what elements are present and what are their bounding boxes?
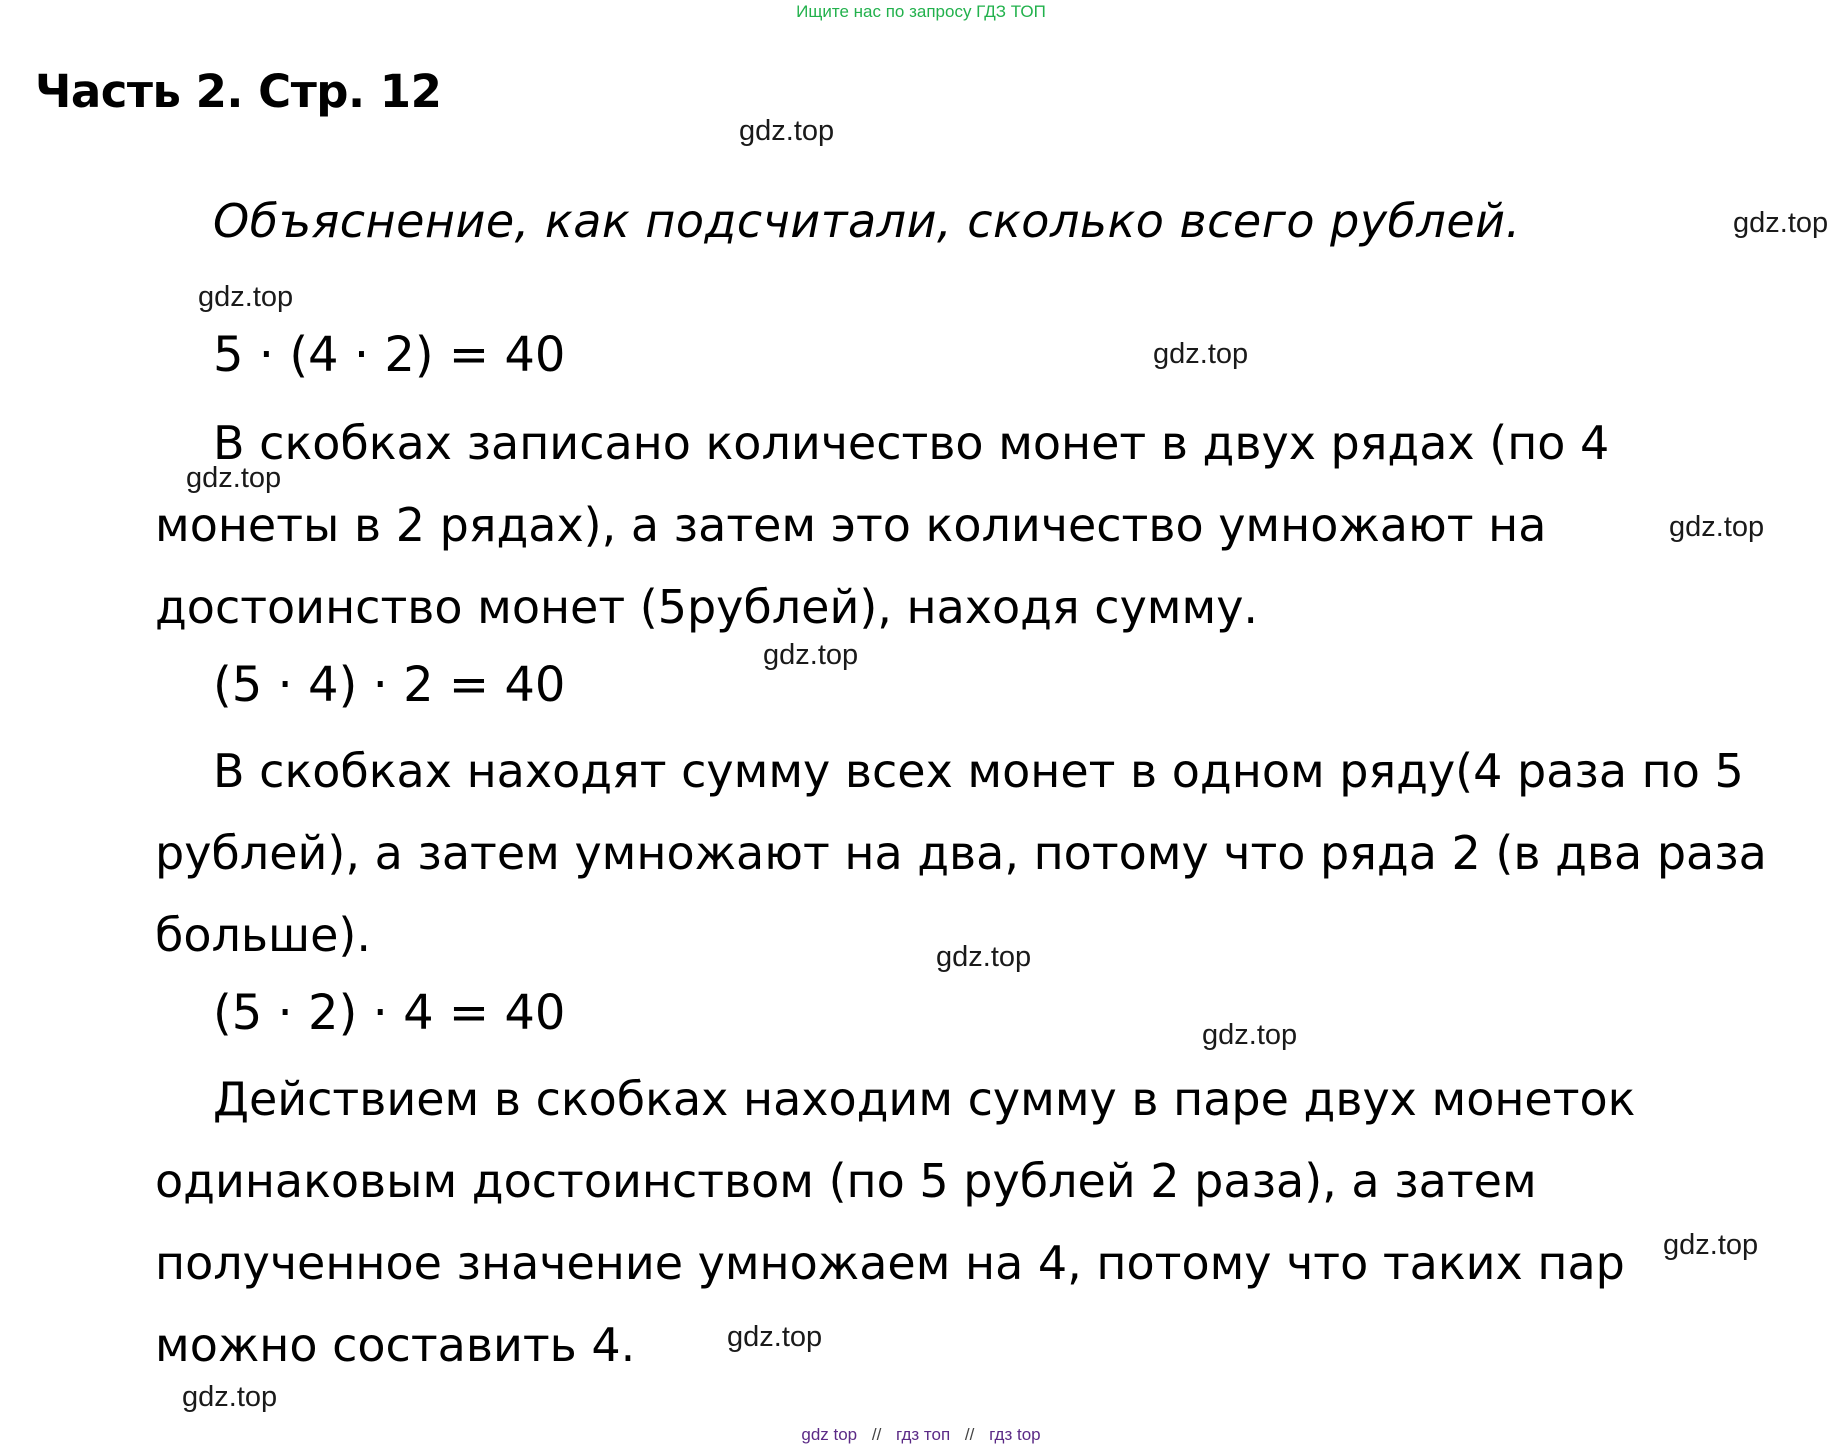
watermark: gdz.top: [1202, 1019, 1298, 1051]
formula-1: 5 · (4 · 2) = 40: [213, 327, 566, 383]
footer-link-gdz-top-mixed[interactable]: гдз top: [989, 1425, 1041, 1444]
watermark: gdz.top: [763, 639, 859, 671]
watermark: gdz.top: [727, 1321, 823, 1353]
watermark: gdz.top: [1153, 338, 1249, 370]
explanation-paragraph-3: Действием в скобках находим сумму в паре двух монеток одинаковым достоинством (по 5 рублей 2 раза), а затем полученное значение умножаем на 4, потому что таких пар можно составить 4.: [155, 1072, 1636, 1372]
footer-link-gdz-top[interactable]: gdz top: [801, 1425, 858, 1444]
footer-link-gdz-top-ru[interactable]: гдз топ: [896, 1425, 951, 1444]
watermark: gdz.top: [1733, 207, 1829, 239]
top-banner: Ищите нас по запросу ГДЗ ТОП: [796, 2, 1046, 21]
explanation-paragraph-2: В скобках находят сумму всех монет в одном ряду(4 раза по 5 рублей), а затем умножают на два, потому что ряда 2 (в два раза больше).: [155, 744, 1767, 962]
explanation-paragraph-1: В скобках записано количество монет в двух рядах (по 4 монеты в 2 рядах), а затем это количество умножают на достоинство монет (5рублей), находя сумму.: [155, 416, 1610, 634]
watermark: gdz.top: [182, 1381, 278, 1413]
formula-2: (5 · 4) · 2 = 40: [213, 657, 566, 713]
footer-links: [0, 1425, 1842, 1445]
watermark: gdz.top: [739, 115, 835, 147]
watermark: gdz.top: [198, 281, 294, 313]
explanation-heading: Объяснение, как подсчитали, сколько всего рублей.: [213, 194, 1521, 248]
footer-separator: //: [871, 1425, 882, 1444]
watermark: gdz.top: [1663, 1229, 1759, 1261]
footer-separator: //: [964, 1425, 975, 1444]
watermark: gdz.top: [186, 462, 282, 494]
page-title: Часть 2. Стр. 12: [35, 65, 442, 118]
watermark: gdz.top: [936, 941, 1032, 973]
formula-3: (5 · 2) · 4 = 40: [213, 985, 566, 1041]
watermark: gdz.top: [1669, 511, 1765, 543]
